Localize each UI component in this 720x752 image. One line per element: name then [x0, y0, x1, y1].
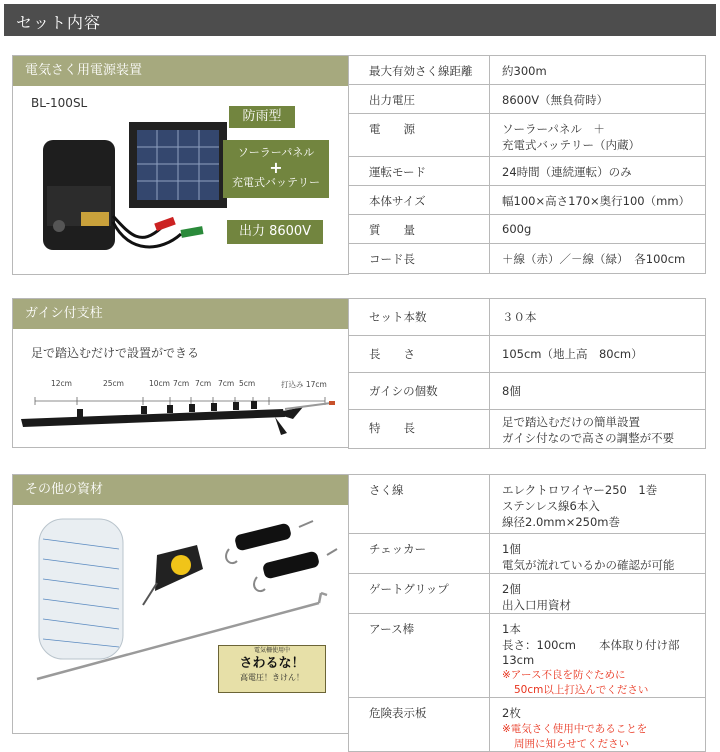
spec-value: 1個	[502, 542, 521, 556]
spec-key: 電 源	[349, 114, 490, 157]
spec-value: 600g	[490, 215, 706, 244]
rainproof-text: 防雨型	[242, 109, 282, 124]
section-header-title: セット内容	[16, 13, 102, 32]
dim-label: 7cm	[173, 379, 190, 388]
spec-value: 105cm（地上高 80cm）	[490, 336, 706, 373]
warning-note: ※アース不良を防ぐために	[502, 669, 626, 681]
output-tag	[227, 220, 323, 244]
spec-value-line2: ガイシ付なので高さの調整が不要	[502, 431, 675, 445]
warning-note: 周囲に知らせてください	[514, 738, 630, 750]
dim-label: 10cm	[149, 379, 170, 388]
warning-note: ※電気さく使用中であることを	[502, 723, 648, 735]
warning-sign	[218, 645, 326, 693]
spec-key: 長 さ	[349, 336, 490, 373]
post-specs	[348, 298, 706, 449]
warning-sign-main: さわるな！	[239, 656, 305, 671]
spec-key: セット本数	[349, 299, 490, 336]
rainproof-tag	[229, 106, 295, 128]
spec-value-line2: ステンレス線6本入	[502, 499, 600, 513]
spec-value: エレクトロワイヤー250 1巻	[502, 483, 658, 497]
spec-value: 1本	[502, 622, 521, 636]
power-unit-panel	[12, 55, 349, 275]
spec-key: ガイシの個数	[349, 373, 490, 410]
spec-value: 2枚	[502, 706, 521, 720]
spec-key: 危険表示板	[349, 698, 490, 752]
spec-value: 8個	[490, 373, 706, 410]
section-header	[4, 4, 716, 36]
spec-value: ＋線（赤）／－線（緑） 各100cm	[490, 244, 706, 274]
spec-value: 8600V（無負荷時）	[490, 85, 706, 114]
warning-sign-top: 電気柵使用中	[253, 647, 290, 654]
materials-photo	[17, 509, 342, 729]
post-diagram	[13, 389, 343, 449]
spec-key: 特 長	[349, 410, 490, 449]
materials-specs	[348, 474, 706, 752]
spec-value: 24時間（連続運転）のみ	[490, 157, 706, 186]
dim-label: 7cm	[218, 379, 235, 388]
spec-value-line2: 長さ：100cm 本体取り付け部13cm	[502, 638, 680, 667]
dim-label: 25cm	[103, 379, 124, 388]
warning-note: 50cm以上打込んでください	[514, 684, 649, 696]
materials-title: その他の資材	[13, 475, 349, 505]
spec-value: 約300m	[490, 56, 706, 85]
post-panel	[12, 298, 349, 448]
spec-key: 質 量	[349, 215, 490, 244]
power-unit-specs	[348, 55, 706, 274]
power-source-line1: ソーラーパネル	[237, 146, 315, 159]
warning-sign-sub: 高電圧！きけん！	[240, 673, 304, 682]
spec-key: 最大有効さく線距離	[349, 56, 490, 85]
power-source-tag	[223, 140, 329, 198]
output-text: 出力 8600V	[238, 224, 312, 239]
spec-value-line2: 充電式バッテリー（内蔵）	[502, 138, 640, 152]
dim-label: 12cm	[51, 379, 72, 388]
power-unit-title: 電気さく用電源装置	[13, 56, 349, 86]
power-unit-photo	[21, 116, 236, 276]
model-label: BL-100SL	[31, 96, 88, 110]
materials-panel	[12, 474, 349, 734]
spec-key: チェッカー	[349, 534, 490, 574]
spec-key: 出力電圧	[349, 85, 490, 114]
dim-label: 5cm	[239, 379, 256, 388]
spec-value: ３０本	[490, 299, 706, 336]
dim-label: 7cm	[195, 379, 212, 388]
spec-value: 2個	[502, 582, 521, 596]
spec-value: 幅100×高さ170×奥行100（mm）	[490, 186, 706, 215]
spec-key: ゲートグリップ	[349, 574, 490, 614]
spec-value-line2: 出入口用資材	[502, 598, 571, 612]
spec-value-line3: 線径2.0mm×250m巻	[502, 515, 620, 529]
spec-value: 足で踏込むだけの簡単設置	[502, 415, 640, 429]
post-title: ガイシ付支柱	[13, 299, 349, 329]
spec-value-line2: 電気が流れているかの確認が可能	[502, 558, 675, 572]
spec-key: 本体サイズ	[349, 186, 490, 215]
post-caption: 足で踏込むだけで設置ができる	[31, 346, 200, 360]
spec-key: アース棒	[349, 614, 490, 698]
spec-key: 運転モード	[349, 157, 490, 186]
spec-key: さく線	[349, 475, 490, 534]
dim-label: 打込み 17cm	[281, 380, 327, 389]
power-source-line2: 充電式バッテリー	[232, 176, 320, 189]
spec-value: ソーラーパネル ＋	[502, 122, 605, 136]
spec-key: コード長	[349, 244, 490, 274]
power-source-plus: +	[269, 158, 283, 177]
